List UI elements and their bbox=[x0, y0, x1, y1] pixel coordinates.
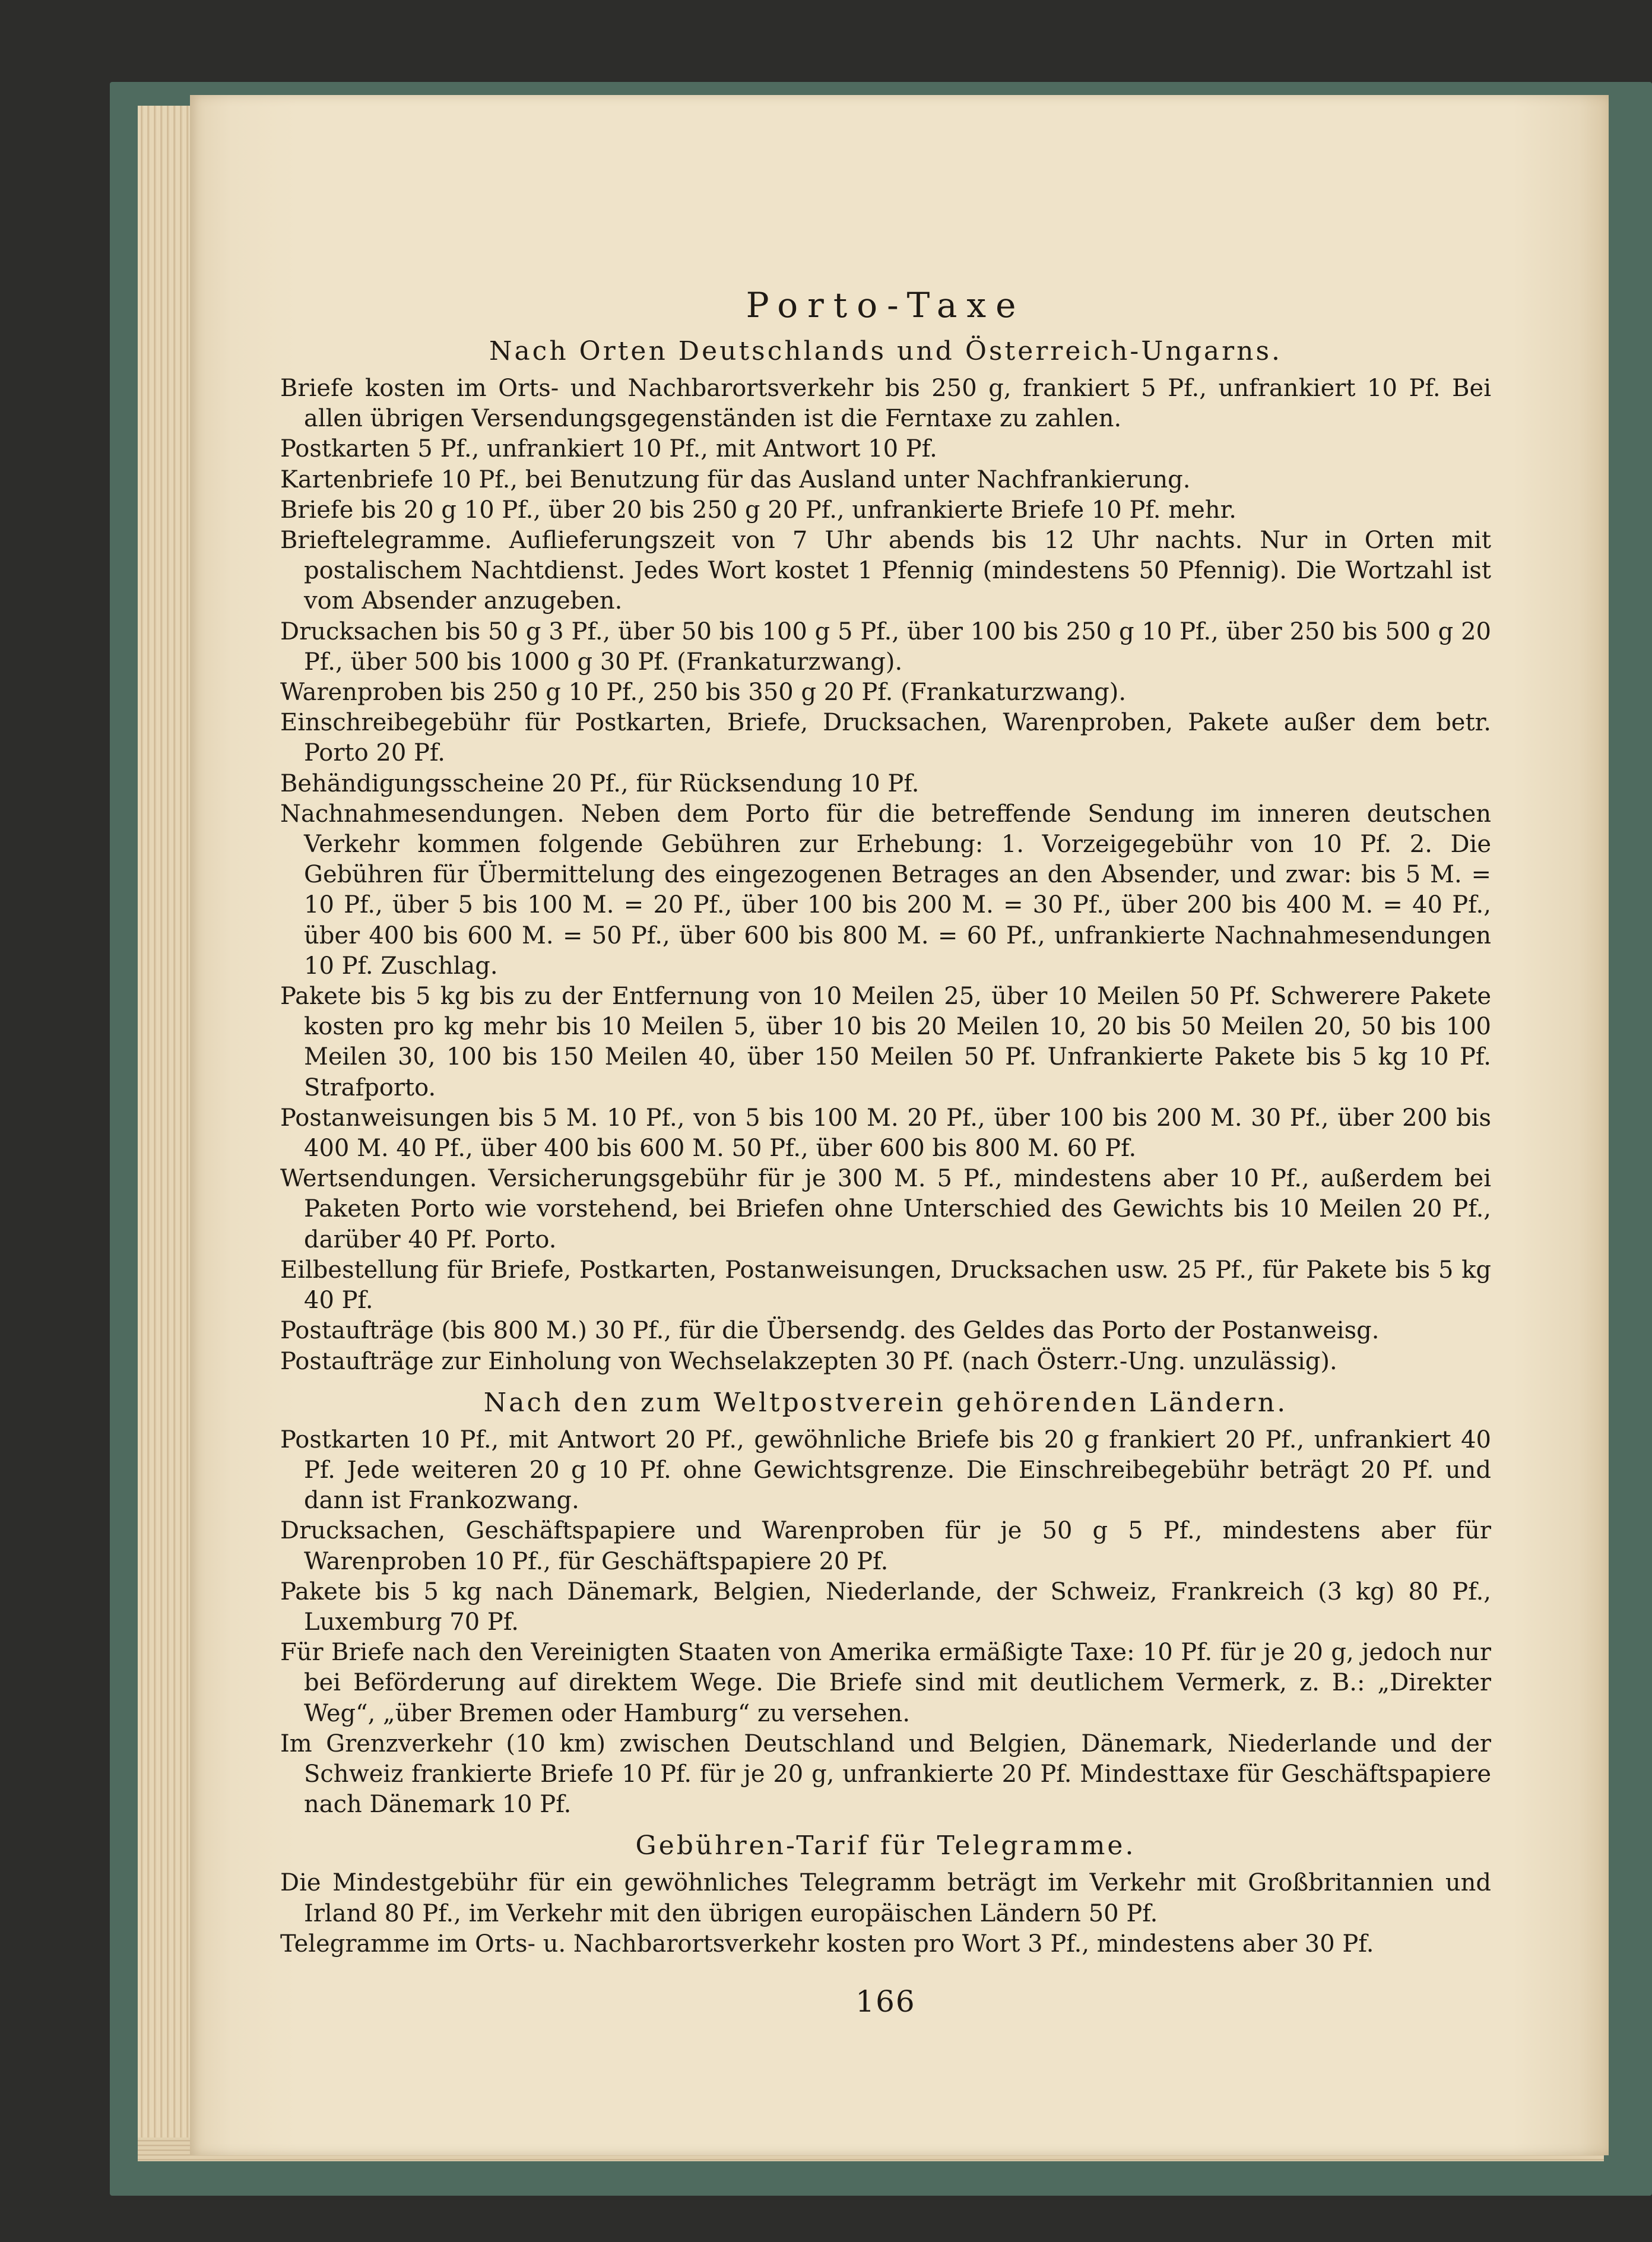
paragraph: Brieftelegramme. Auflieferungszeit von 7 Uhr abends bis 12 Uhr nachts. Nur in Orten mit postalischem Nachtdienst. Jedes Wort kostet 1 Pfennig (mindestens 50 Pfennig). Die Wortzahl ist vom Absender anzugeben. bbox=[280, 527, 1491, 615]
page-content bbox=[280, 285, 1491, 2019]
paragraph: Einschreibegebühr für Postkarten, Briefe, Drucksachen, Warenproben, Pakete außer dem betr. Porto 20 Pf. bbox=[280, 709, 1491, 767]
section-heading: Nach Orten Deutschlands und Österreich-Ungarns. bbox=[489, 336, 1283, 366]
paragraph: Wertsendungen. Versicherungsgebühr für je 300 M. 5 Pf., mindestens aber 10 Pf., außerdem bei Paketen Porto wie vorstehend, bei Briefen ohne Unterschied des Gewichts bis 10 Meilen 20 Pf., darüber 40 Pf. Porto. bbox=[280, 1165, 1491, 1253]
paragraph: Die Mindestgebühr für ein gewöhnliches Telegramm beträgt im Verkehr mit Großbritannien und Irland 80 Pf., im Verkehr mit den übrigen europäischen Ländern 50 Pf. bbox=[280, 1869, 1491, 1927]
paragraph: Nachnahmesendungen. Neben dem Porto für die betreffende Sendung im inneren deutschen Verkehr kommen folgende Gebühren zur Erhebung: 1. Vorzeigegebühr von 10 Pf. 2. Die Gebühren für Übermittelung des eingezogenen Betrages an den Absender, und zwar: bis 5 M. = 10 Pf., über 5 bis 100 M. = 20 Pf., über 100 bis 200 M. = 30 Pf., über 200 bis 400 M. = 40 Pf., über 400 bis 600 M. = 50 Pf., über 600 bis 800 M. = 60 Pf., unfrankierte Nachnahmesendungen 10 Pf. Zuschlag. bbox=[280, 800, 1491, 980]
paragraph: Briefe kosten im Orts- und Nachbarortsverkehr bis 250 g, frankiert 5 Pf., unfrankiert 10 Pf. Bei allen übrigen Versendungsgegenständen ist die Ferntaxe zu zahlen. bbox=[280, 375, 1491, 433]
section-heading: Gebühren-Tarif für Telegramme. bbox=[635, 1831, 1136, 1861]
paragraph: Behändigungsscheine 20 Pf., für Rücksendung 10 Pf. bbox=[280, 770, 919, 797]
page-edges bbox=[138, 106, 197, 2160]
paragraph: Drucksachen bis 50 g 3 Pf., über 50 bis 100 g 5 Pf., über 100 bis 250 g 10 Pf., über 250 bis 500 g 20 Pf., über 500 bis 1000 g 30 Pf. (Frankaturzwang). bbox=[280, 618, 1491, 676]
paragraph: Telegramme im Orts- u. Nachbarortsverkehr kosten pro Wort 3 Pf., mindestens aber 30 Pf. bbox=[280, 1930, 1374, 1958]
paragraph: Pakete bis 5 kg nach Dänemark, Belgien, Niederlande, der Schweiz, Frankreich (3 kg) 80 Pf., Luxemburg 70 Pf. bbox=[280, 1578, 1491, 1636]
paragraph: Postkarten 5 Pf., unfrankiert 10 Pf., mit Antwort 10 Pf. bbox=[280, 435, 937, 463]
paragraph: Postanweisungen bis 5 M. 10 Pf., von 5 bis 100 M. 20 Pf., über 100 bis 200 M. 30 Pf., über 200 bis 400 M. 40 Pf., über 400 bis 600 M. 50 Pf., über 600 bis 800 M. 60 Pf. bbox=[280, 1104, 1491, 1163]
paragraph: Kartenbriefe 10 Pf., bei Benutzung für das Ausland unter Nachfrankierung. bbox=[280, 466, 1191, 493]
page-title: Porto-Taxe bbox=[746, 285, 1026, 325]
paragraph: Für Briefe nach den Vereinigten Staaten von Amerika ermäßigte Taxe: 10 Pf. für je 20 g, jedoch nur bei Beförderung auf direktem Wege. Die Briefe sind mit deutlichem Vermerk, z. B.: „Direkter Weg“, „über Bremen oder Hamburg“ zu versehen. bbox=[280, 1639, 1491, 1727]
section-domestic bbox=[280, 336, 1491, 1377]
paragraph: Briefe bis 20 g 10 Pf., über 20 bis 250 g 20 Pf., unfrankierte Briefe 10 Pf. mehr. bbox=[280, 496, 1237, 524]
paragraph: Pakete bis 5 kg bis zu der Entfernung von 10 Meilen 25, über 10 Meilen 50 Pf. Schwerere Pakete kosten pro kg mehr bis 10 Meilen 5, über 10 bis 20 Meilen 10, 20 bis 50 Meilen 20, 50 bis 100 Meilen 30, 100 bis 150 Meilen 40, über 150 Meilen 50 Pf. Unfrankierte Pakete bis 5 kg 10 Pf. Strafporto. bbox=[280, 983, 1491, 1101]
paragraph: Postaufträge zur Einholung von Wechselakzepten 30 Pf. (nach Österr.-Ung. unzulässig). bbox=[280, 1347, 1337, 1375]
section-world-postal-union bbox=[280, 1388, 1491, 1820]
section-heading: Nach den zum Weltpostverein gehörenden Ländern. bbox=[483, 1387, 1288, 1418]
paragraph: Eilbestellung für Briefe, Postkarten, Postanweisungen, Drucksachen usw. 25 Pf., für Pakete bis 5 kg 40 Pf. bbox=[280, 1256, 1491, 1315]
paragraph: Warenproben bis 250 g 10 Pf., 250 bis 350 g 20 Pf. (Frankaturzwang). bbox=[280, 679, 1127, 707]
paragraph: Postkarten 10 Pf., mit Antwort 20 Pf., gewöhnliche Briefe bis 20 g frankiert 20 Pf., unfrankiert 40 Pf. Jede weiteren 20 g 10 Pf. ohne Gewichtsgrenze. Die Einschreibegebühr beträgt 20 Pf. und dann ist Frankozwang. bbox=[280, 1426, 1491, 1515]
paragraph: Im Grenzverkehr (10 km) zwischen Deutschland und Belgien, Dänemark, Niederlande und der Schweiz frankierte Briefe 10 Pf. für je 20 g, unfrankierte 20 Pf. Mindesttaxe für Geschäftspapiere nach Dänemark 10 Pf. bbox=[280, 1730, 1491, 1819]
paragraph: Drucksachen, Geschäftspapiere und Warenproben für je 50 g 5 Pf., mindestens aber für Warenproben 10 Pf., für Geschäftspapiere 20 Pf. bbox=[280, 1517, 1491, 1575]
section-telegram-tariff bbox=[280, 1831, 1491, 1959]
page-number: 166 bbox=[855, 1984, 916, 2019]
paragraph: Postaufträge (bis 800 M.) 30 Pf., für die Übersendg. des Geldes das Porto der Postanweisg. bbox=[280, 1317, 1380, 1345]
